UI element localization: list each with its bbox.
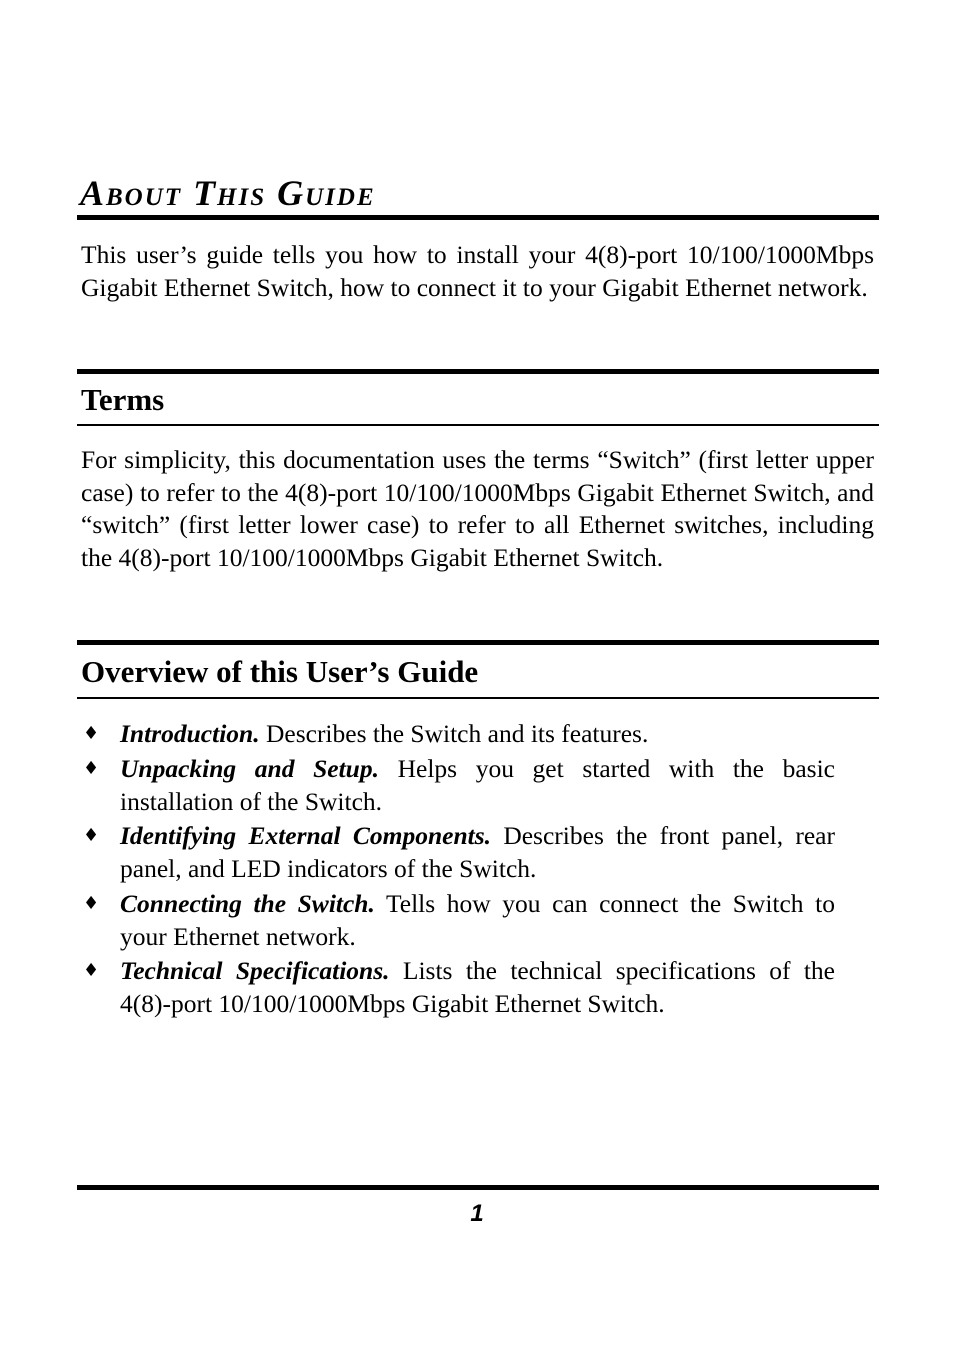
item-description: Describes the front panel, rear panel, and LED indicators of the Switch. bbox=[120, 821, 835, 883]
diamond-bullet-icon: ♦ bbox=[83, 825, 100, 846]
item-description: Describes the Switch and its features. bbox=[259, 719, 649, 748]
item-description: Lists the technical specifications of the 4(8)-port 10/100/1000Mbps Gigabit Ethernet Switch. bbox=[120, 956, 836, 1018]
item-term: Connecting the Switch. bbox=[120, 888, 375, 918]
list-item bbox=[81, 887, 835, 953]
intro-paragraph: This user’s guide tells you how to install your 4(8)-port 10/100/1000Mbps Gigabit Ethernet Switch, how to connect it to your Gigabit Ethernet network. bbox=[81, 240, 874, 302]
title-rule bbox=[77, 215, 879, 220]
terms-bottom-rule bbox=[77, 424, 879, 426]
diamond-bullet-icon: ♦ bbox=[83, 757, 100, 779]
terms-heading: Terms bbox=[81, 382, 165, 417]
page-number: 1 bbox=[470, 1200, 484, 1227]
list-item bbox=[81, 819, 835, 885]
item-term: Technical Specifications. bbox=[120, 956, 390, 985]
page-title: About This Guide bbox=[80, 173, 376, 213]
item-description: Helps you get started with the basic installation of the Switch. bbox=[120, 753, 835, 816]
overview-bottom-rule bbox=[77, 697, 879, 699]
item-term: Unpacking and Setup. bbox=[120, 753, 379, 783]
footer-rule bbox=[77, 1185, 879, 1190]
diamond-bullet-icon: ♦ bbox=[83, 892, 100, 914]
item-term: Introduction. bbox=[120, 719, 260, 748]
overview-list bbox=[81, 717, 835, 1022]
item-term: Identifying External Components. bbox=[120, 821, 492, 850]
overview-top-rule bbox=[77, 640, 879, 645]
list-item bbox=[81, 717, 835, 750]
list-item bbox=[81, 954, 835, 1020]
diamond-bullet-icon: ♦ bbox=[83, 960, 100, 981]
list-item bbox=[81, 752, 835, 818]
terms-top-rule bbox=[77, 369, 879, 374]
overview-heading: Overview of this User’s Guide bbox=[81, 654, 479, 689]
diamond-bullet-icon: ♦ bbox=[83, 723, 100, 744]
item-description: Tells how you can connect the Switch to your Ethernet network. bbox=[120, 888, 835, 951]
terms-paragraph: For simplicity, this documentation uses the terms “Switch” (first letter upper case) to refer to the 4(8)-port 10/100/1000Mbps Gigabit Ethernet Switch, and “switch” (first letter lower case) to refer to all Ethernet switches, including the 4(8)-port 10/100/1000Mbps Gigabit Ethernet Switch. bbox=[81, 445, 874, 572]
